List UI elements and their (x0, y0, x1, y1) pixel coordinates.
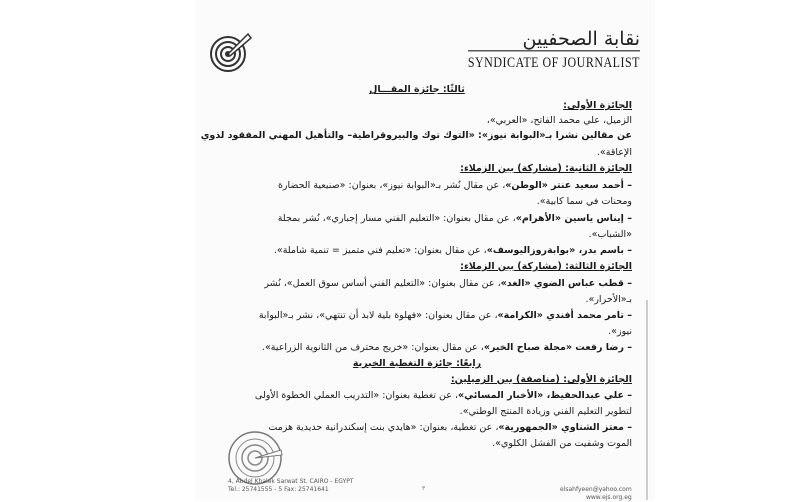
text: «الشباب». (588, 229, 632, 240)
text-line (202, 115, 632, 127)
bold-text: – تامر محمد أفندي «الكرامة» (497, 310, 632, 321)
text: الزميل، علي محمد الفاتح، «العربي»، (486, 115, 632, 126)
bold-text: – قطب عباس الضوي «الغد» (500, 278, 632, 289)
text-line (202, 374, 632, 386)
text: ، عن مقال نُشر بـ«البوابة نيوز»، بعنوان: «صنيعية الحضارة (277, 180, 506, 191)
text: لتطوير التعليم الفني وزيادة المنتج الوطني». (459, 406, 632, 417)
text-line (202, 84, 632, 96)
bold-text: رابعًا: جائزة التغطية الخبرية (352, 358, 482, 369)
text-line (202, 278, 632, 290)
text: ، عن مقال بعنوان: «فهلوة بلية لابد أن تنتهي»، نشر بـ«البوابة (258, 310, 498, 321)
footer-address: 4, Abdel Khalek Sarwat St. CAIRO - EGYPT (228, 478, 354, 485)
org-name-ar: نقابة الصحفيين (522, 28, 640, 50)
text: الموت وشفيت من الفشل الكلوي». (492, 438, 632, 449)
text-line (202, 229, 632, 241)
bold-text: – أحمد سعيد عنتر «الوطن» (505, 180, 632, 191)
text-line (202, 358, 632, 370)
footer-email: elsahfyeen@yahoo.com (560, 486, 632, 493)
bold-text: الجائزة الثانية: (مشاركة) بين الزملاء: (460, 163, 632, 174)
text-line (202, 130, 632, 142)
bold-text: الجائزة الأولى: (563, 100, 632, 111)
text: ، عن تغطية بعنوان: «التدريب العملي الخطوة الأولى (254, 390, 459, 401)
org-name-en: SYNDICATE OF JOURNALIST (468, 50, 640, 72)
text: نيوز». (608, 326, 632, 337)
text-line (202, 245, 632, 257)
text: ، عن مقال بعنوان: «خريج محترف من الثانوية الزراعية». (261, 342, 484, 353)
bold-text: – باسم بدر، «بوابةروزاليوسف» (486, 245, 632, 256)
text-line (202, 390, 632, 402)
footer-contact-en (228, 478, 354, 494)
bold-text: – علي عبدالحفيظ، «الأخبار المسائي» (458, 390, 632, 401)
bold-text: – رضا رفعت «مجلة صباح الخير» (483, 342, 632, 353)
bold-text: – معتز الشناوي «الجمهورية» (498, 422, 632, 433)
bold-text: الجائزة الأولى: (مناصفة) بين الزميلين: (450, 374, 632, 385)
page-edge (646, 300, 648, 500)
bold-text: ثالثًا: جائزة المقـــال (369, 84, 465, 95)
footer-website: www.ejs.org.eg (585, 494, 632, 501)
syndicate-emblem-icon (208, 30, 252, 74)
text: ، عن مقال بعنوان: «التعليم الفني مسار إجباري»، نُشر بمجلة (277, 213, 516, 224)
text: ، عن تغطية، بعنوان: «هايدي بنت إسكندرانية حديدية هزمت (268, 422, 499, 433)
text: الإعاقة». (596, 147, 632, 158)
text-line (202, 180, 632, 192)
footer-phone: Tel.: 25741555 - 5 Fax: 25741641 (228, 486, 329, 493)
syndicate-seal-icon (225, 430, 285, 485)
text-line (202, 196, 632, 208)
text-line (202, 406, 632, 418)
text-line (202, 342, 632, 354)
text-line (202, 294, 632, 306)
bold-text: الجائزة الثالثة: (مشاركة) بين الزملاء: (460, 261, 632, 272)
syndicate-logo (468, 28, 640, 70)
bold-text: عن مقالين نشرا بـ«البوابة نيوز»: «التوك توك والبيروقراطية– والتأهيل المهني المفقود لذوي (200, 130, 632, 141)
text-line (202, 213, 632, 225)
text-line (202, 310, 632, 322)
text: ، عن مقال بعنوان: «التعليم الفني أساس سوق العمل»، نُشر (264, 278, 501, 289)
text: ، عن مقال بعنوان: «تعليم فني متميز = تنمية شاملة». (273, 245, 487, 256)
text-line (202, 100, 632, 112)
bold-text: – إيناس ياسين «الأهرام» (515, 213, 632, 224)
text-line (202, 147, 632, 159)
text: ومحنات في سما كابية». (536, 196, 632, 207)
text-line (202, 261, 632, 273)
page-number: ٣ (422, 485, 426, 492)
text-line (202, 326, 632, 338)
text-line (202, 163, 632, 175)
text: بـ«الأحرار». (585, 294, 632, 305)
